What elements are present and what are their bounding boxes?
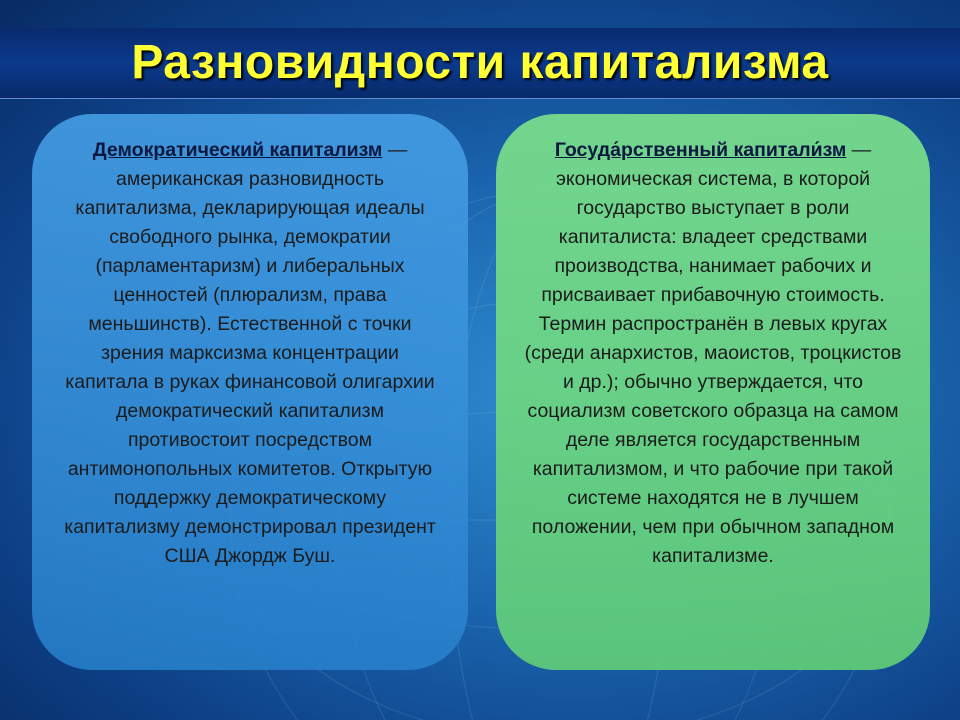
democratic-capitalism-heading: Демократический капитализм xyxy=(92,139,383,161)
democratic-capitalism-panel xyxy=(32,114,468,670)
state-capitalism-panel xyxy=(496,114,930,670)
slide-title: Разновидности капитализма xyxy=(131,36,829,89)
state-capitalism-text: — экономическая система, в которой государство выступает в роли капиталиста: владеет средствами производства, нанимает рабочих и присваивает прибавочную стоимость. Термин распространён в левых кругах (среди анархистов, маоистов, троцкистов и др.); обычно утверждается, что социализм советского образца на самом деле является государственным капитализмом, и что рабочие при такой системе находятся не в лучшем положении, чем при обычном западном капитализме. xyxy=(524,139,902,567)
democratic-capitalism-text: — американская разновидность капитализма, декларирующая идеалы свободного рынка, демократии (парламентаризм) и либеральных ценностей (плюрализм, права меньшинств). Естественной с точки зрения марксизма концентрации капитала в руках финансовой олигархии демократический капитализм противостоит посредством антимонопольных комитетов. Открытую поддержку демократическому капитализму демонстрировал президент США Джордж Буш. xyxy=(64,139,436,567)
state-capitalism-heading: Госуда́рственный капитали́зм xyxy=(554,139,847,161)
